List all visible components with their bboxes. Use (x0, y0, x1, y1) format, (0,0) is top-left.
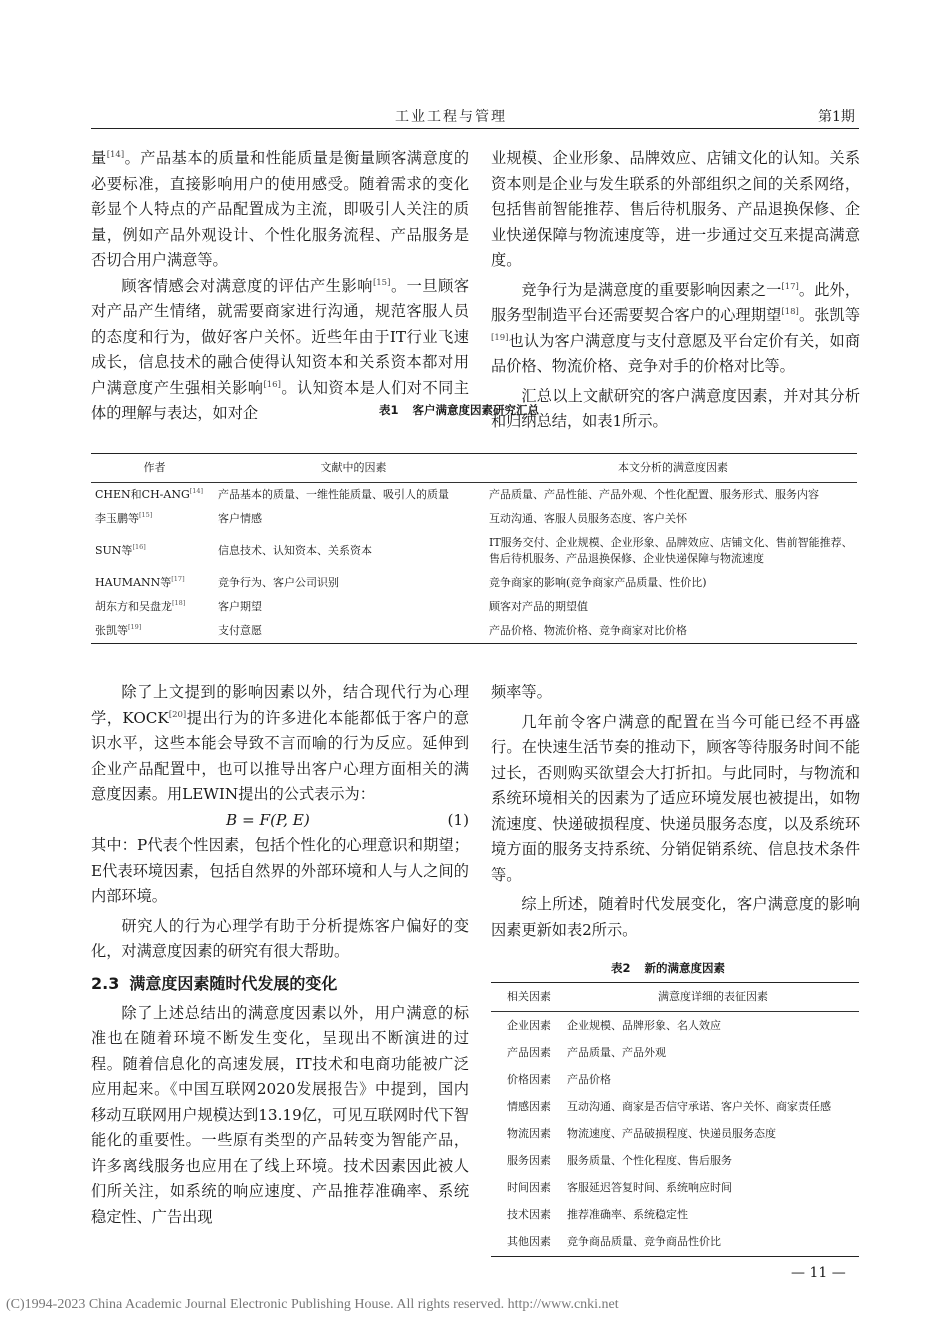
table-row (91, 571, 857, 595)
citation-ref[interactable]: [20] (168, 709, 187, 720)
citation-ref[interactable]: [16] (132, 543, 146, 551)
column-header: 本文分析的满意度因素 (489, 454, 857, 483)
paragraph: 顾客情感会对满意度的评估产生影响[15]。一旦顾客对产品产生情绪，就需要商家进行沟通，规范客服人员的态度和行为，做好客户关怀。近些年由于IT行业飞速成长，信息技术的融合使得认知资本和关系资本都对用户满意度产生强相关影响[16]。认知资本是人们对不同主体的理解与表达，如对企 (91, 276, 470, 422)
paragraph: 除了上述总结出的满意度因素以外，用户满意的标准也在随着环境不断发生变化，呈现出不断演进的过程。随着信息化的高速发展，IT技术和电商功能被广泛应用起来。《中国互联网2020发展报告》中提到，国内移动互联网用户规模达到13.19亿，可见互联网时代下智能化的重要性。一些原有类型的产品转变为智能产品，许多离线服务也应用在了线上环境。技术因素因此被人们所关注，如系统的响应速度、产品推荐准确率、系统稳定性、广告出现 (91, 1003, 469, 1226)
detail-cell: 企业规模、品牌形象、名人效应 (567, 1018, 721, 1032)
table-row (91, 507, 857, 531)
section-heading: 2.3 满意度因素随时代发展的变化 (91, 973, 338, 993)
equation-expression: B = F(P, E) (226, 810, 310, 829)
detail-cell: 客服延迟答复时间、系统响应时间 (567, 1181, 732, 1195)
factor-cell: 情感因素 (507, 1099, 551, 1113)
citation-ref[interactable]: [16] (263, 379, 281, 390)
factors-cell: 信息技术、认知资本、关系资本 (218, 544, 372, 557)
paragraph: 汇总以上文献研究的客户满意度因素，并对其分析和归纳总结，如表1所示。 (491, 386, 860, 430)
copyright-notice: (C)1994-2023 China Academic Journal Electronic Publishing House. All rights reserved. http://www.cnki.net (6, 1297, 619, 1312)
analysis-cell: 产品价格、物流价格、竞争商家对比价格 (489, 624, 687, 637)
analysis-cell: 互动沟通、客服人员服务态度、客户关怀 (489, 512, 687, 525)
right-column-bottom (491, 680, 860, 943)
table-row (491, 1066, 859, 1093)
citation-ref[interactable]: [17] (171, 575, 185, 583)
citation-ref[interactable]: [18] (172, 599, 186, 607)
factor-cell: 产品因素 (507, 1045, 551, 1059)
table-row (491, 1229, 859, 1257)
factor-cell: 价格因素 (507, 1072, 551, 1086)
journal-title: 工业工程与管理 (395, 109, 507, 125)
paragraph: 频率等。 (491, 683, 552, 701)
table-row (91, 595, 857, 619)
analysis-cell: 顾客对产品的期望值 (489, 600, 588, 613)
right-column-top (491, 146, 860, 435)
detail-cell: 推荐准确率、系统稳定性 (567, 1208, 688, 1222)
table-row (491, 1147, 859, 1174)
detail-cell: 产品质量、产品外观 (567, 1045, 666, 1059)
paragraph: 业规模、企业形象、品牌效应、店铺文化的认知。关系资本则是企业与发生联系的外部组织之间的关系网络，包括售前智能推荐、售后待机服务、产品退换保修、企业快递保障与物流速度等，进一步通过交互来提高满意度。 (491, 149, 860, 269)
citation-ref[interactable]: [18] (781, 307, 799, 317)
factor-cell: 其他因素 (507, 1235, 551, 1249)
issue-number: 第1期 (818, 109, 855, 125)
paragraph: 综上所述，随着时代发展变化，客户满意度的影响因素更新如表2所示。 (491, 895, 860, 939)
paragraph: 几年前令客户满意的配置在当今可能已经不再盛行。在快速生活节奏的推动下，顾客等待服务时间不能过长，否则购买欲望会大打折扣。与此同时，与物流和系统环境相关的因素为了适应环境发展也被提出，如物流速度、快递破损程度、快递员服务态度，以及系统环境方面的服务支持系统、分销促销系统、信息技术条件等。 (491, 712, 860, 884)
header-rule (91, 128, 859, 129)
left-column-bottom (91, 680, 469, 1230)
table-row (91, 483, 857, 508)
left-column-top (91, 146, 469, 427)
factor-cell: 时间因素 (507, 1181, 551, 1195)
paragraph: 除了上文提到的影响因素以外，结合现代行为心理学，KOCK[20]提出行为的许多进化本能都低于客户的意识水平，这些本能会导致不言而喻的行为反应。延伸到企业产品配置中，也可以推导出客户心理方面相关的满意度因素。用LEWIN提出的公式表示为： (91, 683, 470, 803)
author-cell: SUN等[16] (95, 543, 146, 557)
paragraph: 量[14]。产品基本的质量和性能质量是衡量顾客满意度的必要标准，直接影响用户的使用感受。随着需求的变化彰显个人特点的产品配置成为主流，即吸引人关注的质量，例如产品外观设计、个性化服务流程、产品服务是否切合用户满意等。 (91, 149, 470, 269)
paragraph: 竞争行为是满意度的重要影响因素之一[17]。此外，服务型制造平台还需要契合客户的心理期望[18]。张凯等[19]也认为客户满意度与支付意愿及平台定价有关，如商品价格、物流价格、竞争对手的价格对比等。 (491, 280, 861, 375)
table-row (491, 1039, 859, 1066)
column-header: 作者 (91, 454, 218, 483)
citation-ref[interactable]: [14] (106, 150, 125, 160)
analysis-cell: IT服务交付、企业规模、企业形象、品牌效应、店铺文化、售前智能推荐、售后待机服务、产品退换保修、企业快递保障与物流速度 (489, 536, 853, 565)
page-number: — 11 — (791, 1265, 846, 1281)
table-row (491, 1175, 859, 1202)
table-row (491, 1012, 859, 1040)
factors-cell: 竞争行为、客户公司识别 (218, 576, 339, 589)
column-header: 相关因素 (491, 983, 567, 1012)
author-cell: 张凯等[19] (95, 623, 142, 637)
paragraph: 其中：P代表个性因素，包括个性化的心理意识和期望；E代表环境因素，包括自然界的外部环境和人与人之间的内部环境。 (91, 836, 469, 905)
factor-cell: 企业因素 (507, 1018, 551, 1032)
table-header-row (491, 983, 859, 1012)
detail-cell: 产品价格 (567, 1072, 611, 1086)
table1 (91, 453, 857, 644)
factor-cell: 物流因素 (507, 1126, 551, 1140)
citation-ref[interactable]: [19] (128, 623, 142, 631)
author-cell: HAUMANN等[17] (95, 575, 185, 589)
factors-cell: 支付意愿 (218, 624, 262, 637)
detail-cell: 物流速度、产品破损程度、快递员服务态度 (567, 1126, 776, 1140)
analysis-cell: 竞争商家的影响(竞争商家产品质量、性价比) (489, 576, 707, 589)
factors-cell: 客户期望 (218, 600, 262, 613)
citation-ref[interactable]: [17] (781, 281, 799, 292)
table2 (491, 982, 859, 1257)
detail-cell: 互动沟通、商家是否信守承诺、客户关怀、商家责任感 (567, 1099, 831, 1113)
factors-cell: 客户情感 (218, 512, 262, 525)
equation (91, 808, 469, 834)
column-header: 文献中的因素 (218, 454, 489, 483)
detail-cell: 竞争商品质量、竞争商品性价比 (567, 1235, 721, 1249)
column-header: 满意度详细的表征因素 (567, 983, 859, 1012)
table-header-row (91, 454, 857, 483)
author-cell: CHEN和CH-ANG[14] (95, 487, 204, 501)
citation-ref[interactable]: [19] (491, 332, 509, 343)
citation-ref[interactable]: [15] (372, 277, 391, 288)
paragraph: 研究人的行为心理学有助于分析提炼客户偏好的变化，对满意度因素的研究有很大帮助。 (91, 916, 469, 960)
equation-number: (1) (447, 810, 469, 829)
detail-cell: 服务质量、个性化程度、售后服务 (567, 1154, 732, 1168)
factor-cell: 服务因素 (507, 1154, 551, 1168)
table-row (491, 1120, 859, 1147)
table1-caption: 表1 客户满意度因素研究汇总 (379, 403, 540, 417)
table2-caption: 表2 新的满意度因素 (611, 961, 726, 975)
table-row (91, 619, 857, 644)
factor-cell: 技术因素 (507, 1208, 551, 1222)
table-row (491, 1093, 859, 1120)
author-cell: 李玉鹏等[15] (95, 511, 153, 525)
factors-cell: 产品基本的质量、一维性能质量、吸引人的质量 (218, 488, 449, 501)
citation-ref[interactable]: [14] (189, 487, 204, 495)
analysis-cell: 产品质量、产品性能、产品外观、个性化配置、服务形式、服务内容 (489, 488, 819, 501)
table-row (491, 1202, 859, 1229)
citation-ref[interactable]: [15] (139, 511, 153, 519)
table-row (91, 531, 857, 571)
author-cell: 胡东方和吴盘龙[18] (95, 599, 186, 613)
